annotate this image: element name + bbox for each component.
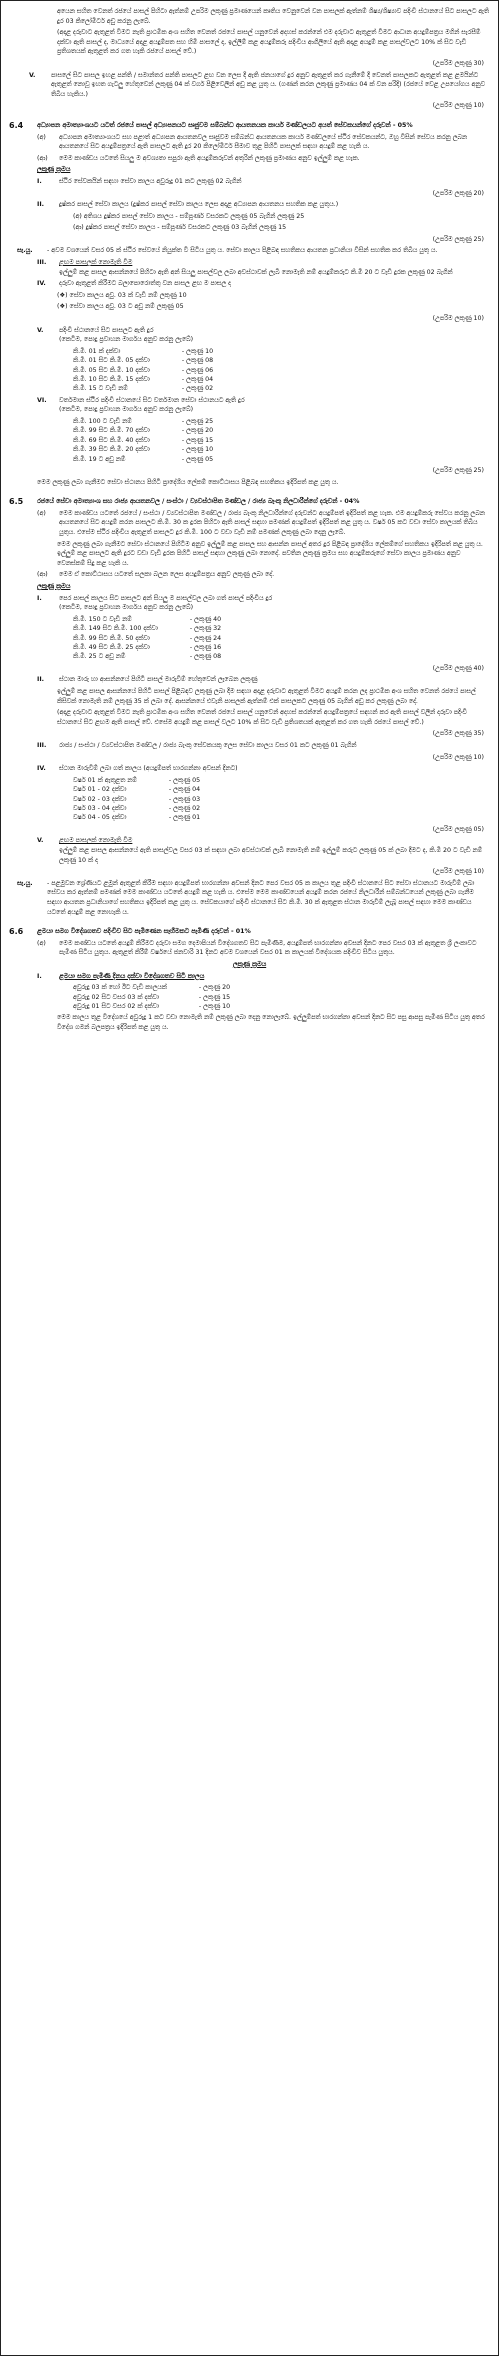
- section-number: 6.5: [9, 497, 24, 507]
- section-6-6-item-I: [37, 972, 490, 982]
- note-label: සැ.යු.: [17, 879, 33, 887]
- section-6-5-item-IV: [37, 764, 490, 774]
- section-6-4-item-IV-b: (❖) සේවා කාලය අවු. 03 ට අඩු නම් ලකුණු 05: [57, 303, 184, 311]
- item-label: II.: [37, 201, 45, 209]
- item-text: රාජ්‍ය / සංස්ථා / ව්‍යවස්ථාපිත මණ්ඩල / රාජ්‍ය බැංකු සේවකයකු ලෙස සේවා කාලය වසර 01 කට ලකුණු 01 බැගින්: [59, 741, 357, 749]
- item-label: V.: [37, 837, 44, 845]
- item-text: ස්ථාන මාරුවීම් ලබා ගත් කාලය (අයදුම්පත් භාරගන්නා අවසන් දිනට): [59, 765, 238, 773]
- item-label: III.: [37, 741, 47, 749]
- section-6-5-item-II-max: (උපරිම ලකුණු 35): [432, 730, 484, 738]
- item-label: II.: [37, 676, 45, 684]
- item-text: පෙර පාසල් කාලය සිට පාසලට අන් සියලු ම පාසල්වල ලබා ගත් පාසල් පදිංචිය දුර: [59, 594, 273, 602]
- distance-cell: කි.මී. 99 සිට කි.මී. 70 දක්වා: [73, 427, 150, 435]
- section-6-5-item-II-p1: ඉල්ලුම් කළ පාසල ආසන්නයේ පිහිටි පාසල් පිළිබඳව ලකුණු ලබා දීම සඳහා අදාළ දරුවාට ඇතුළත් වීමට අයදුම් කරන ලද ප්‍රාථමික අංශ සහිත වෙනත් රජයේ පාසල් කිසිවක් නොමැති නම් ලකුණු 35 ක් ලබා දේ. ආසන්නයේ එවැනි පාසලක් ඇත්නම් එක් පාසලකට ලකුණු 05 බැගින් අඩු කර ලකුණු ලබා දේ.: [57, 688, 476, 705]
- section-6-6-clause-a: [37, 939, 490, 958]
- section-6-5-item-I: [37, 594, 490, 613]
- clause-text: මෙම ඒ කොට්ඨාසය යටතේ සලකා බලන ලෙස අයදුම්පත්‍රය අනුව ලකුණු ලබා දේ.: [59, 571, 275, 579]
- item-label: IV.: [37, 765, 46, 773]
- distance-cell: අවුරුදු 01 සිට වසර 02 ක් දක්වා: [73, 1002, 160, 1010]
- section-title: ළමයා සමග විදේශගතව පදිංචිව සිට පැමිණෙන සෑහීමකට පැමිණි දරුවන් - 01%: [37, 928, 251, 936]
- marks-cell: - ලකුණු 06: [181, 366, 214, 374]
- section-6-4-item-IV-a: (❖) සේවා කාලය අවු. 03 ක් වැඩි නම් ලකුණු 10: [57, 291, 187, 299]
- marks-row: [69, 652, 225, 661]
- item-label: V.: [37, 326, 44, 334]
- item-label: III.: [37, 259, 47, 267]
- distance-cell: කි.මී. 99 සිට කි.මී. 50 දක්වා: [73, 634, 150, 642]
- marks-cell: - ලකුණු 08: [181, 357, 214, 365]
- clause-label: (ආ): [37, 154, 48, 162]
- marks-row: [69, 776, 204, 785]
- marks-row: [69, 347, 217, 356]
- section-6-4-item-VI-max: (උපරිම ලකුණු 25): [432, 467, 484, 475]
- marks-row: [69, 804, 204, 813]
- clause-label: (ආ): [37, 571, 48, 579]
- section-6-4-closing: මෙම ලකුණු ලබා ගැනීමට සේවා ස්ථානය පිහිටි ප්‍රාදේශීය ලේකම් කොට්ඨාසය පිළිබඳ සහතිකය ඉදිරිපත් කළ යුතු ය.: [37, 478, 339, 486]
- section-6-5-item-III: [37, 741, 490, 751]
- marks-row: [69, 813, 204, 822]
- section-6-5-item-IV-table: [69, 776, 204, 823]
- section-6-5-heading: [9, 497, 490, 507]
- distance-cell: අවුරුදු 02 සිට වසර 03 ක් දක්වා: [73, 993, 160, 1001]
- section-6-5-item-II-p2: (අදාළ දරුවාට ඇතුළත් වීමට නැති ප්‍රාථමික අංශ සහිත වෙනත් රජයේ පාසල් යනුවෙන් අදහස් කරන්නේ අයදුම්පත්‍රයේ සඳහන් කර ඇති පාසල් වලින් දරුවා පදිංචි ස්ථානයේ සිට ළඟම ඇති පාසල් වේ. එසේම අයදුම් කළ පාසල් වලට 10% ක් සිට වැඩි ප්‍රතිශතයක් ඇතුළත් කර ගත හැකි රජයේ පාසල් වේ.): [57, 709, 467, 726]
- marks-cell: - ලකුණු 20: [181, 427, 214, 435]
- marks-cell: - ලකුණු 02: [168, 804, 201, 812]
- marks-cell: - ලකුණු 16: [189, 644, 222, 651]
- distance-cell: කි.මී. 01 ක් දක්වා: [73, 347, 121, 355]
- clause-text: මෙම කාණ්ඩය යටතේ රජයේ / සංස්ථා / ව්‍යවස්ථාපිත මණ්ඩල / රාජ්‍ය බැංකු නිලධාරීන්ගේ දරුවන්ට අයදුම්පත් ඉදිරිපත් කළ හැක. එම අයදුම්කරු සේවය කරනු ලබන ආයතනයේ සිට අයදුම් කරන පාසලට කි.මී. 30 ක දුරක පිහිටා ඇති පාසල් සඳහා පමණක් අයදුම්පත් ඉදිරිපත් කළ යුතු ය. වර්ෂ 05 කට වඩා සේවා කාලයක් තිබිය යුතුය. එසේම ස්ථිර පදිංචිය ඇතුළත් පාසලට දුර කි.මී. 100 ට වඩා වැඩි නම් පමණක් ලකුණු ලබා දෙනු ලැබේ.: [59, 509, 485, 537]
- marks-row: [69, 785, 204, 794]
- marks-cell: - ලකුණු 20: [198, 984, 231, 992]
- section-title: රජයේ සේවා අමාත්‍යාංශ සහ රාජ්‍ය ආයතනවල / සංස්ථා / ව්‍යවස්ථාපිත මණ්ඩල / රාජ්‍ය බැංකු නිලධාරීන්ගේ දරුවන් - 04%: [37, 498, 360, 506]
- section-6-5-item-III-max: (උපරිම ලකුණු 10): [432, 753, 484, 761]
- item-label: I.: [37, 972, 42, 980]
- item-text: ඉල්ලුම් කළ පාසල ආසන්නයේ පිහිටා ඇති අන් සියලු පාසල්වල ලබා අවස්ථාවක් ලැබී නොමැති නම් අයදුම්කරුට කි.මී 20 ට වැඩි දුරක ලකුණු 02 බැගින්: [59, 268, 453, 276]
- note-text: - අවම වශයෙන් වසර 05 ක් ස්ථිර සේවයේ නියුක්ත වී සිටිය යුතු ය. සේවා කාලය පිළිබඳ සහතිකය ආයතන ප්‍රධානියා විසින් සහතික කර තිබිය යුතු ය.: [47, 247, 438, 255]
- marks-cell: - ලකුණු 08: [189, 653, 222, 661]
- distance-cell: කි.මී. 19 ට අඩු නම්: [73, 455, 126, 463]
- distance-cell: වර්ෂ 01 ක් ඇතුළත නම්: [73, 776, 137, 784]
- distance-cell: කි.මී. 01 සිට කි.මී. 05 දක්වා: [73, 357, 150, 365]
- marks-cell: - ලකුණු 04: [168, 786, 201, 794]
- distance-cell: වර්ෂ 04 - 05 දක්වා: [73, 814, 127, 822]
- section-title: අධ්‍යාපන අමාත්‍යාංශයට යටත් රජයේ පාසල් අධ්‍යාපනයට සෘජුවම සම්බන්ධ ආයතනයක කාර්ය මණ්ඩලයට අයත් සේවකයන්ගේ දරුවන් - 05%: [37, 121, 413, 129]
- marks-row: [69, 455, 217, 464]
- distance-cell: කි.මී. 10 සිට කි.මී. 15 දක්වා: [73, 376, 150, 384]
- top-paragraph-1: අයෙන සහිත වෙනත් රජයේ පාසල් පිහිටා ඇත්නම් උපරිම ලකුණු ප්‍රමාණයෙන් කෘතිය වෙනුවෙන් වන පාසලක් ඇත්නම් ශිෂ්‍ය/ශිෂ්‍යාව පදිංචි ස්ථානයේ සිට පාසලට ඇති දුර 03 කිලෝමීටර් අඩු කරනු ලැබේ.: [57, 8, 489, 25]
- section-6-5-item-II: [37, 675, 490, 685]
- clause-text: මෙම කාණ්ඩය යටතේ සියලු ම අවශ්‍යතා සපුරා ඇති අයදුම්කරුවන් අතුරින් ලකුණු ප්‍රමාණය අනුව ඉල්ලුම් කළ හැක.: [59, 154, 360, 162]
- distance-cell: වර්ෂ 01 - 02 දක්වා: [73, 786, 127, 794]
- item-heading: ළමයා සමග පැමිණි දිනය දක්වා විදේශගතව සිටි කාලය: [59, 972, 205, 980]
- clause-label: (අ): [37, 133, 46, 141]
- marks-cell: - ලකුණු 10: [181, 446, 214, 454]
- section-6-4-clause-a: [37, 133, 490, 152]
- item-subtext: (කෙටිම, පොදු ප්‍රවාහන මාර්ගය අනුව කරනු ලැබේ): [59, 406, 194, 414]
- item-heading: ළඟම පාසලක් නොමැති වීම: [59, 837, 133, 845]
- marks-cell: - ලකුණු 01: [168, 814, 201, 822]
- marks-cell: - ලකුණු 32: [189, 625, 222, 633]
- section-6-5-item-V-max: (උපරිම ලකුණු 10): [432, 868, 484, 876]
- distance-cell: කි.මී. 49 සිට කි.මී. 25 දක්වා: [73, 644, 150, 651]
- section-6-5-note: [17, 879, 490, 917]
- section-6-4-item-VI-table: [69, 417, 217, 464]
- marks-row: [69, 426, 217, 435]
- note-label: සැ.යු.: [17, 247, 33, 255]
- item-label: I.: [37, 594, 42, 602]
- marks-row: [69, 384, 217, 393]
- top-paragraph-2: (අදාළ දරුවාට ඇතුළත් වීමට නැති ප්‍රාථමික අංශ සහිත වෙනත් රජයේ පාසල් යනුවෙන් අදහස් කරන්නේ එම දරුවාට ඇතුළත් වීමට ආධාන අයදුම්පත්‍රය මගින් සැරසීම් දක්වා ඇති පාසල් ද, මාධ්‍යයේ අදාළ අයදුම්පත සහ හිමි පාසලේ ද, ඉල්ලීම් කළ අයදුම්කරු පදිංචිය ආගිලියේ ඇති අදාළ අයදුම් කළ පාසල්වලට 10% ක් සිට වැඩි ප්‍රතිශතයක් ඇතුළත් කර ගත හැකි රජයේ පාසල් වේ.): [57, 29, 481, 56]
- clause-label: (අ): [37, 509, 46, 517]
- distance-cell: කි.මී. 100 ට වැඩි නම්: [73, 418, 132, 426]
- marks-cell: - ලකුණු 05: [181, 455, 214, 463]
- marks-row: [69, 417, 217, 426]
- distance-cell: කි.මී. 25 ට අඩු නම්: [73, 653, 126, 661]
- section-6-4-item-IV: [37, 279, 490, 289]
- section-6-5-clause-a-2: මෙම ලකුණු ලබා ගැනීමට සේවා ස්ථානයේ පිහිටීම අනුව ඉල්ලුම් කළ පාසල සහ ආසන්න පාසල් අතර දුර පිළිබඳ ප්‍රාදේශීය ලේකම්ගේ සහතිකය ඉදිරිපත් කළ යුතු ය. ඉල්ලුම් කළ පාසලට ඇති දුරට වඩා වැඩි දුරක පිහිටි පාසල් සඳහා ලකුණු ලබා නොදේ. පවතින ලකුණු ක්‍රමය සහ අයදුම්කරුගේ සේවා කාලය ප්‍රමාණය අනුව වෙනස්කම් සිදු කළ හැකි ය.: [57, 540, 483, 567]
- section-6-4-item-V: [37, 326, 490, 345]
- marks-cell: - ලකුණු 15: [198, 993, 231, 1001]
- note-text: - පළමුවන ශ්‍රේණියට ළමුන් ඇතුළත් කිරීම සඳහා අයදුම්පත් භාරගන්නා අවසන් දිනට පෙර වසර 05 ක කාලය තුළ පදිංචි ස්ථානයේ සිට සේවා ස්ථානයට මාරුවීම් ලබා සේවය කර ඇත්නම් පමණක් මෙම කාණ්ඩය යටතේ අයදුම් කළ හැකි ය. එසේම මෙම කාණ්ඩයෙන් අයදුම් කරන රජයේ නිලධාරීන් සම්බන්ධයෙන් ලකුණු ලබා ගැනීම සඳහා ආයතන ප්‍රධානියාගේ සහතිකය ඉදිරිපත් කළ යුතු ය. සේවකයාගේ පදිංචි ස්ථානයේ සිට කි.මී. 30 ක් ඇතුළත ස්ථාන මාරුවීම් ලැබූ පාසල් සඳහා මෙම කාණ්ඩය යටතේ අයදුම් කළ නොහැකි ය.: [47, 879, 475, 916]
- section-6-4-item-II-max: (උපරිම ලකුණු 25): [432, 235, 484, 243]
- item-label: V.: [29, 71, 36, 79]
- marks-cell: - ලකුණු 04: [181, 376, 214, 384]
- marks-cell: - ලකුණු 15: [181, 436, 214, 444]
- section-number: 6.6: [9, 927, 24, 937]
- section-number: 6.4: [9, 120, 24, 130]
- section-6-6-item-I-table: [69, 983, 234, 1011]
- section-6-4-item-III: [37, 258, 490, 277]
- section-6-4-item-I-max: (උපරිම ලකුණු 20): [432, 189, 484, 197]
- distance-cell: කි.මී. 69 සිට කි.මී. 40 දක්වා: [73, 436, 150, 444]
- section-6-6-item-I-text: මෙම කාලය තුළ විදේශයේ අවුරුදු 1 කට වඩා නොමැති නම් ලකුණු ලබා දෙනු නොලැබේ. ඉල්ලුම්පත් භාරගන්නා අවසන් දිනට සිට පසු ආපසු පැමිණ සිටිය යුතු අතර විදේශ ගමන් බලපත්‍රය ඉදිරිපත් කළ යුතු ය.: [57, 1014, 485, 1031]
- marks-cell: - ලකුණු 02: [181, 385, 214, 393]
- marks-row: [69, 436, 217, 445]
- distance-cell: කි.මී. 150 ට වැඩි නම්: [73, 615, 132, 623]
- item-text: පාසලේ සිට පාසල ඉහළ පන්ති / සමාන්තර පන්ති පාසලට ළඟ වන ලෙස දී ඇති ජනයාගේ දුර අනුව ඇතුළත් කර ගැනීමේ දී වෙනත් පාසලකට ඇතුළත් කළ ළමයින්ට ඇතුළත් නොවූ ඉහත ගැටලු හේතුවෙන් ලකුණු 04 ක් වර්ග පිළිවෙලින් අඩු කළ යුතු ය. (ගණන් කරන ලකුණු ප්‍රමාණය 04 ක් වන පරිදි) (රජයේ වෙළ උපයෝගය අනුව තිබිය හැකිය.): [51, 71, 485, 98]
- item-subtext: (කෙටිම, පොදු ප්‍රවාහන මාර්ගය අනුව කරනු ලැබේ): [59, 336, 194, 344]
- section-6-5-clause-b: [37, 570, 490, 580]
- marks-cell: - ලකුණු 40: [189, 615, 222, 623]
- item-subtext: (කෙටිම, පොදු ප්‍රවාහන මාර්ගය අනුව කරනු ලැබේ): [59, 604, 194, 612]
- marks-row: [69, 983, 234, 992]
- marks-cell: - ලකුණු 25: [181, 418, 214, 426]
- distance-cell: කි.මී. 15 ට වැඩි නම්: [73, 385, 128, 393]
- marks-cell: - ලකුණු 10: [181, 347, 214, 355]
- section-6-4-item-VI: [37, 396, 490, 415]
- section-6-6-marks-title: ලකුණු ක්‍රමය: [232, 960, 267, 968]
- section-6-4-clause-b: [37, 154, 490, 164]
- marks-row: [69, 356, 217, 365]
- item-text: දරුවා ඇතුළත් කිරීමට බලාපොරොත්තු වන පාසල ළඟ ම පාසල ද: [59, 280, 231, 288]
- marks-row: [69, 366, 217, 375]
- section-6-4-marks-title: ලකුණු ක්‍රමය: [37, 166, 71, 174]
- marks-row: [69, 375, 217, 384]
- distance-cell: වර්ෂ 03 - 04 දක්වා: [73, 804, 127, 812]
- marks-row: [69, 993, 234, 1002]
- item-text: පදිංචි ස්ථානයේ සිට පාසලට ඇති දුර: [59, 326, 154, 334]
- top-item-V: [29, 71, 490, 100]
- marks-cell: - ලකුණු 10: [198, 1002, 231, 1010]
- section-6-5-clause-a: [37, 509, 490, 538]
- distance-cell: කි.මී. 39 සිට කි.මී. 20 දක්වා: [73, 446, 150, 454]
- item-label: IV.: [37, 280, 46, 288]
- top-paragraph-2-max-marks: (උපරිම ලකුණු 30): [432, 59, 484, 67]
- section-6-4-item-IV-max: (උපරිම ලකුණු 10): [432, 315, 484, 323]
- marks-row: [69, 445, 217, 454]
- section-6-4-item-II: [37, 200, 490, 210]
- distance-cell: කි.මී. 149 සිට කි.මී. 100 දක්වා: [73, 625, 158, 633]
- marks-row: [69, 643, 225, 652]
- section-6-5-item-V: [37, 836, 490, 865]
- item-text: දුෂ්කර පාසල් සේවා කාලය (දුෂ්කර පාසල් සේවා කාලය ලෙස අදාළ අධ්‍යාපන ආයතනය සහතික කළ යුතුය.): [59, 201, 339, 209]
- top-item-V-max-marks: (උපරිම ලකුණු 10): [432, 102, 484, 110]
- section-6-4-item-I: [37, 177, 490, 187]
- section-6-4-note: [17, 246, 490, 256]
- distance-cell: වර්ෂ 02 - 03 දක්වා: [73, 795, 127, 803]
- clause-label: (අ): [37, 939, 46, 947]
- marks-row: [69, 624, 225, 633]
- marks-cell: - ලකුණු 05: [168, 776, 201, 784]
- marks-cell: - ලකුණු 03: [168, 795, 201, 803]
- marks-cell: - ලකුණු 24: [189, 634, 222, 642]
- section-6-6-heading: [9, 927, 490, 937]
- section-6-5-item-I-max: (උපරිම ලකුණු 40): [432, 664, 484, 672]
- item-text: ස්ථාන මාරු හා ආසන්නයේ පිහිටි පාසල් මාරුවීම් හේතුවෙන් ලැබෙන ලකුණු: [59, 676, 258, 684]
- item-label: VI.: [37, 396, 47, 404]
- item-heading: ළඟම පාසලක් නොමැති වීම: [59, 259, 133, 267]
- section-6-5-marks-title: ලකුණු ක්‍රමය: [37, 583, 71, 590]
- marks-row: [69, 795, 204, 804]
- section-6-5-item-IV-max: (උපරිම ලකුණු 05): [432, 825, 484, 833]
- section-6-4-item-II-a: (අ) අතිශය දුෂ්කර පාසල් සේවා කාලය - සම්පූර්ණ වසරකට ලකුණු 05 බැගින් ලකුණු 25: [73, 212, 305, 220]
- marks-row: [69, 615, 225, 624]
- marks-row: [69, 1002, 234, 1011]
- item-text: ඉල්ලුම් කළ පාසල ආසන්නයේ ඇති පාසල්වල වසර 03 ක් සඳහා ලබා අවස්ථාවක් ලැබී නොමැති නම් ඉල්ලුම් කරුට ලකුණු 05 ක් ලබා දීමට ද, කි.මී 20 ට වැඩි නම් ලකුණු 10 ක් ද: [59, 846, 483, 864]
- section-6-5-item-I-table: [69, 615, 225, 662]
- item-text: වර්තමාන ස්ථිර පදිංචි ස්ථානයේ සිට වර්තමාන සේවා ස්ථානයට ඇති දුර: [59, 396, 245, 404]
- section-6-4-heading: [9, 121, 490, 131]
- clause-text: අධ්‍යාපන අමාත්‍යාංශයට සහ පළාත් අධ්‍යාපන ආයතනවල සෘජුවම සම්බන්ධ ආයතනයක කාර්ය මණ්ඩලයේ ස්ථිර සේවකයන්ට, ඔහු විසින් සේවය කරනු ලබන ආයතනයේ සිට අයදුම්පත්‍රයේ ඇති පාසලට ඇති දුර 20 කිලෝමීටර් සීමාව තුළ පිහිටි පාසලක් සඳහා අයදුම් කළ හැකි ය.: [59, 133, 468, 151]
- distance-cell: අවුරුදු 03 ක් හෝ ඊට වැඩි කාලයක්: [73, 984, 167, 992]
- marks-row: [69, 634, 225, 643]
- clause-text: මෙම කණ්ඩය යටතේ අයදුම් කිරීමට දරුවා සමග දෙමාපියන් විදේශගතව සිට පැමිණීම, අයදුම්පත් භාරගන්නා අවසන් දිනට පෙර වසර 03 ක් ඇතුළත ශ්‍රී ලංකාවට පැමිණ සිටිය යුතුය. ඇතුළත් කිරීම් වර්ෂයේ ජනවාරි 31 දිනට අවම වශයෙන් වසර 01 ක කාලයක් විදේශයක පදිංචිව සිටිය යුතුය.: [59, 939, 477, 957]
- section-6-4-item-II-b: (ආ) දුෂ්කර පාසල් සේවා කාලය - සම්පූර්ණ වසරකට ලකුණු 03 බැගින් ලකුණු 15: [73, 224, 287, 232]
- section-6-4-item-V-table: [69, 347, 217, 394]
- distance-cell: කි.මී. 05 සිට කි.මී. 10 දක්වා: [73, 366, 150, 374]
- item-text: ස්ථිර සේවකයින් සඳහා සේවා කාලය අවුරුදු 01 කට ලකුණු 02 බැගින්: [59, 177, 242, 185]
- item-label: I.: [37, 177, 42, 185]
